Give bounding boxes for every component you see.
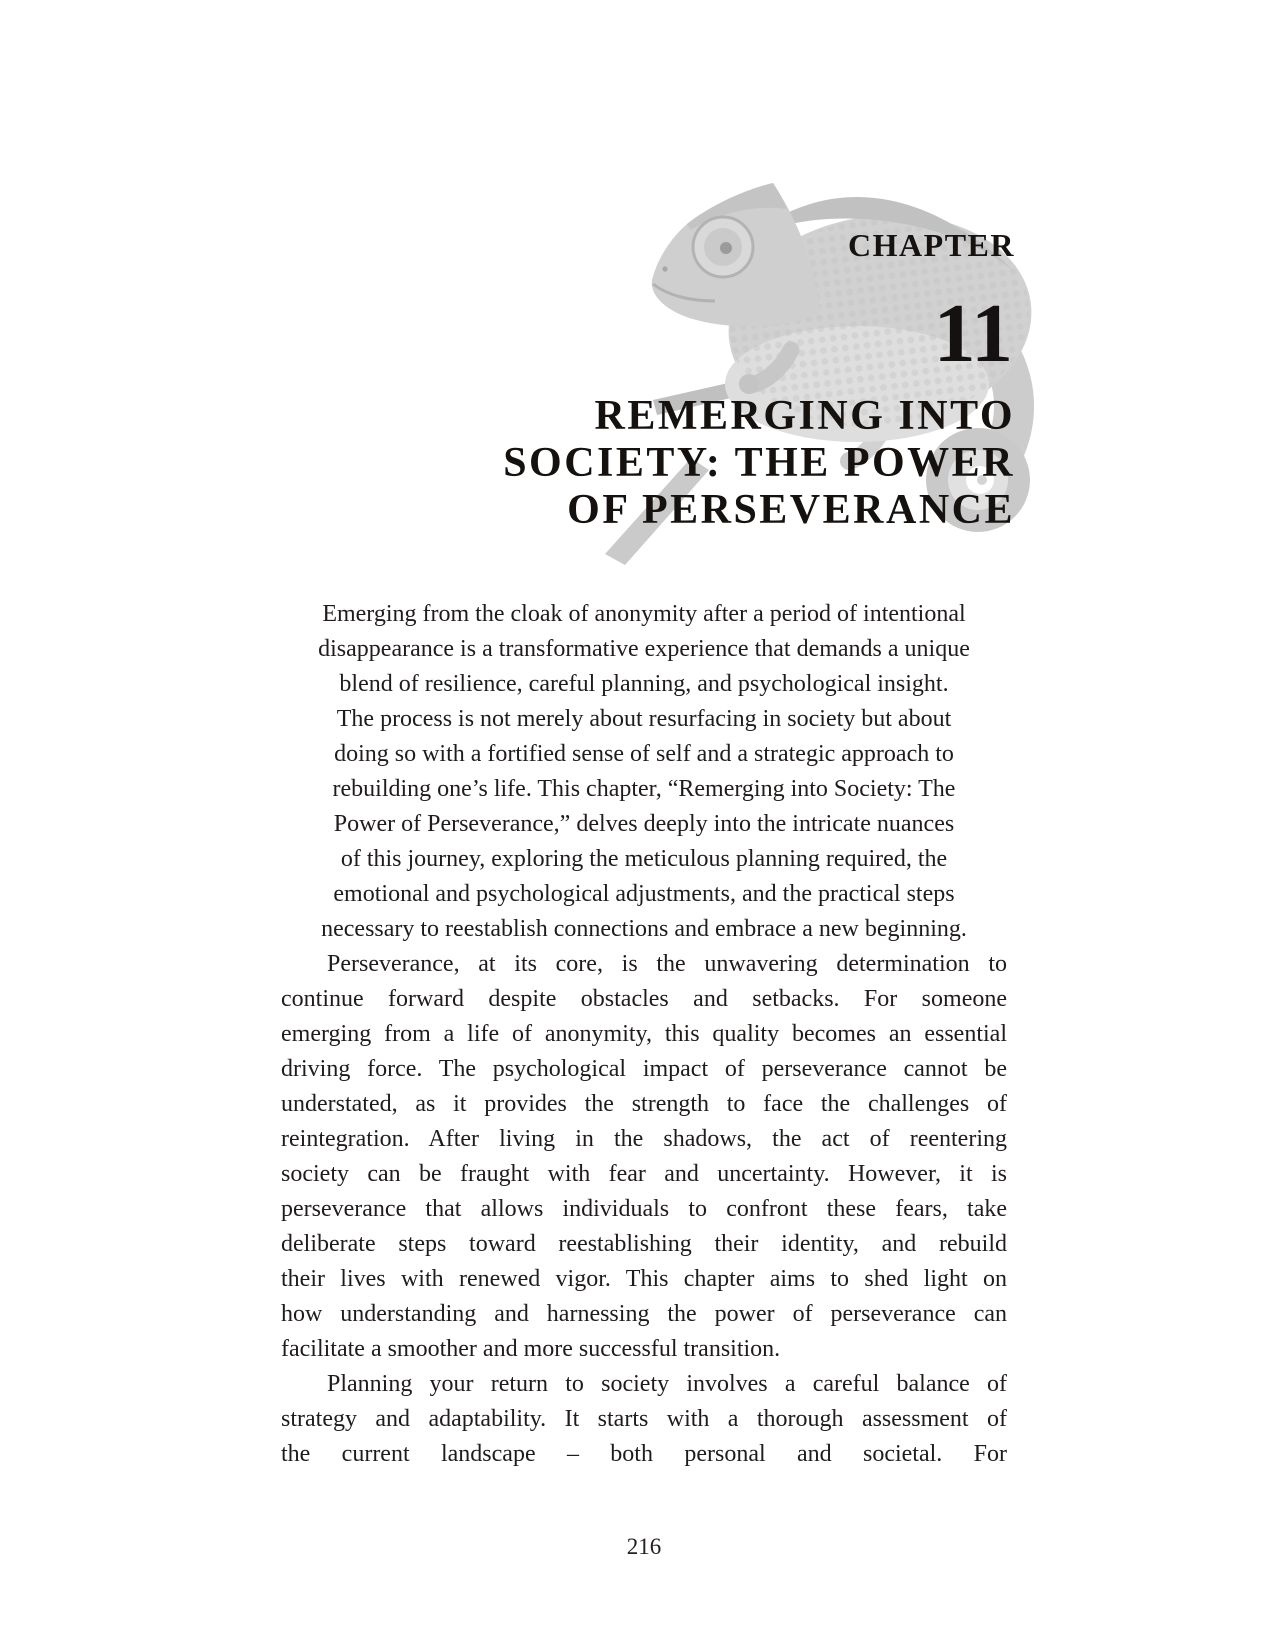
text-line: deliberate steps toward reestablishing their identity, and rebuild: [281, 1231, 1007, 1257]
text-line: reintegration. After living in the shadows, the act of reentering: [281, 1126, 1007, 1152]
paragraph-3: [281, 1367, 1007, 1472]
text-line: continue forward despite obstacles and setbacks. For someone: [281, 986, 1007, 1012]
text-line: the current landscape – both personal and societal. For: [281, 1441, 1007, 1467]
text-line: rebuilding one’s life. This chapter, “Remerging into Society: The: [332, 776, 956, 802]
text-line: society can be fraught with fear and uncertainty. However, it is: [281, 1161, 1007, 1187]
text-line: doing so with a fortified sense of self and a strategic approach to: [334, 741, 954, 767]
text-line: Perseverance, at its core, is the unwavering determination to: [327, 951, 1007, 977]
text-line: necessary to reestablish connections and embrace a new beginning.: [321, 916, 967, 942]
text-line: perseverance that allows individuals to confront these fears, take: [281, 1196, 1007, 1222]
text-line: strategy and adaptability. It starts with a thorough assessment of: [281, 1406, 1007, 1432]
text-line: of this journey, exploring the meticulous planning required, the: [340, 846, 948, 872]
page-number: 216: [626, 1534, 662, 1559]
chapter-number: 11: [933, 287, 1013, 380]
chapter-title-line: REMERGING INTO: [594, 393, 1015, 439]
text-line: blend of resilience, careful planning, and psychological insight.: [339, 671, 949, 697]
chapter-label: CHAPTER: [848, 227, 1015, 263]
chapter-title-line: SOCIETY: THE POWER: [503, 440, 1015, 486]
text-line: how understanding and harnessing the power of perseverance can: [281, 1301, 1007, 1327]
body-text: [281, 597, 1007, 1472]
text-line: Planning your return to society involves a careful balance of: [327, 1371, 1007, 1397]
text-line: The process is not merely about resurfacing in society but about: [336, 706, 952, 732]
chapter-title-line: OF PERSEVERANCE: [567, 487, 1015, 533]
text-line: driving force. The psychological impact of perseverance cannot be: [281, 1056, 1007, 1082]
text-line: emotional and psychological adjustments, and the practical steps: [333, 881, 955, 907]
text-line: Emerging from the cloak of anonymity after a period of intentional: [322, 601, 966, 627]
text-line: emerging from a life of anonymity, this quality becomes an essential: [281, 1021, 1007, 1047]
text-line: facilitate a smoother and more successful transition.: [281, 1336, 781, 1362]
text-line: disappearance is a transformative experience that demands a unique: [318, 636, 970, 662]
chapter-title: [395, 393, 1015, 534]
text-line: their lives with renewed vigor. This chapter aims to shed light on: [281, 1266, 1007, 1292]
paragraph-1: [281, 597, 1007, 947]
text-line: understated, as it provides the strength to face the challenges of: [281, 1091, 1007, 1117]
text-line: Power of Perseverance,” delves deeply into the intricate nuances: [333, 811, 955, 837]
paragraph-2: [281, 947, 1007, 1367]
